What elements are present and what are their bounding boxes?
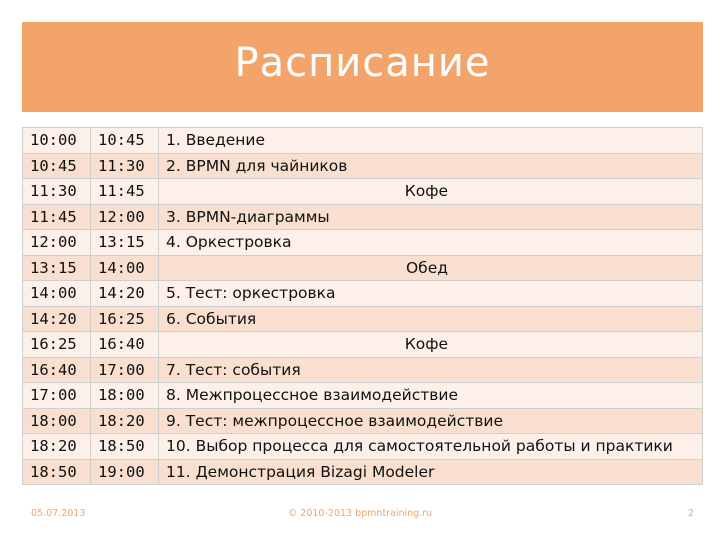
- start-time-cell: 11:45: [23, 204, 91, 230]
- schedule-table: [22, 127, 703, 485]
- session-cell: 4. Оркестровка: [159, 230, 703, 256]
- end-time-cell: 10:45: [91, 128, 159, 154]
- start-time-cell: 11:30: [23, 179, 91, 205]
- schedule-row: [23, 357, 703, 383]
- session-cell: 3. BPMN-диаграммы: [159, 204, 703, 230]
- schedule-row: [23, 230, 703, 256]
- start-time-cell: 12:00: [23, 230, 91, 256]
- schedule-row: [23, 179, 703, 205]
- start-time-cell: 16:40: [23, 357, 91, 383]
- session-cell: 1. Введение: [159, 128, 703, 154]
- schedule-row: [23, 383, 703, 409]
- end-time-cell: 14:20: [91, 281, 159, 307]
- schedule-row: [23, 153, 703, 179]
- schedule-row: [23, 332, 703, 358]
- end-time-cell: 18:20: [91, 408, 159, 434]
- end-time-cell: 11:30: [91, 153, 159, 179]
- session-cell: 11. Демонстрация Bizagi Modeler: [159, 459, 703, 485]
- schedule-row: [23, 204, 703, 230]
- page-number: 2: [687, 508, 694, 519]
- start-time-cell: 10:00: [23, 128, 91, 154]
- schedule-row: [23, 306, 703, 332]
- session-cell: 2. BPMN для чайников: [159, 153, 703, 179]
- start-time-cell: 18:50: [23, 459, 91, 485]
- start-time-cell: 14:20: [23, 306, 91, 332]
- schedule-row: [23, 408, 703, 434]
- end-time-cell: 19:00: [91, 459, 159, 485]
- session-cell: 7. Тест: события: [159, 357, 703, 383]
- end-time-cell: 18:50: [91, 434, 159, 460]
- end-time-cell: 11:45: [91, 179, 159, 205]
- schedule-row: [23, 459, 703, 485]
- start-time-cell: 17:00: [23, 383, 91, 409]
- slide-header: [22, 22, 703, 112]
- end-time-cell: 12:00: [91, 204, 159, 230]
- schedule-row: [23, 255, 703, 281]
- start-time-cell: 10:45: [23, 153, 91, 179]
- schedule-body: [23, 128, 703, 485]
- schedule-row: [23, 128, 703, 154]
- session-cell: 5. Тест: оркестровка: [159, 281, 703, 307]
- start-time-cell: 14:00: [23, 281, 91, 307]
- break-cell: Кофе: [159, 179, 703, 205]
- session-cell: 10. Выбор процесса для самостоятельной работы и практики: [159, 434, 703, 460]
- schedule-row: [23, 434, 703, 460]
- break-cell: Кофе: [159, 332, 703, 358]
- footer-copyright: © 2010-2013 bpmntraining.ru: [287, 508, 433, 519]
- start-time-cell: 18:00: [23, 408, 91, 434]
- break-cell: Обед: [159, 255, 703, 281]
- slide-title: Расписание: [234, 40, 491, 86]
- session-cell: 8. Межпроцессное взаимодействие: [159, 383, 703, 409]
- schedule-row: [23, 281, 703, 307]
- end-time-cell: 18:00: [91, 383, 159, 409]
- end-time-cell: 17:00: [91, 357, 159, 383]
- end-time-cell: 14:00: [91, 255, 159, 281]
- start-time-cell: 18:20: [23, 434, 91, 460]
- session-cell: 9. Тест: межпроцессное взаимодействие: [159, 408, 703, 434]
- end-time-cell: 16:40: [91, 332, 159, 358]
- end-time-cell: 13:15: [91, 230, 159, 256]
- session-cell: 6. События: [159, 306, 703, 332]
- start-time-cell: 13:15: [23, 255, 91, 281]
- end-time-cell: 16:25: [91, 306, 159, 332]
- start-time-cell: 16:25: [23, 332, 91, 358]
- footer-date: 05.07.2013: [31, 508, 86, 519]
